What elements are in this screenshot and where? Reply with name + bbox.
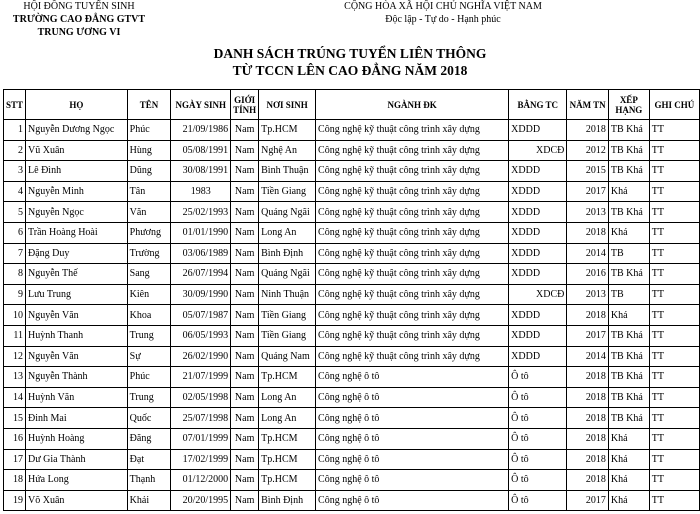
cell-ten: Đăng: [127, 428, 171, 449]
cell-noi-sinh: Tp.HCM: [259, 470, 316, 491]
cell-bang-tc: XDDD: [509, 305, 567, 326]
header-bang-tc: BẰNG TC: [509, 90, 567, 120]
cell-ngay-sinh: 26/07/1994: [171, 264, 231, 285]
cell-ghi-chu: TT: [649, 120, 699, 141]
cell-ho: Huỳnh Thanh: [26, 325, 128, 346]
cell-ngay-sinh: 21/07/1999: [171, 367, 231, 388]
header-ho: HỌ: [26, 90, 128, 120]
school-name: TRƯỜNG CAO ĐẲNG GTVT: [12, 14, 146, 25]
cell-nam-tn: 2015: [567, 161, 609, 182]
cell-bang-tc: Ô tô: [509, 387, 567, 408]
cell-ngay-sinh: 03/06/1989: [171, 243, 231, 264]
cell-ngay-sinh: 25/02/1993: [171, 202, 231, 223]
header-ten: TÊN: [127, 90, 171, 120]
cell-ten: Khoa: [127, 305, 171, 326]
cell-noi-sinh: Bình Thuận: [259, 161, 316, 182]
cell-nganh: Công nghệ kỹ thuật công trình xây dựng: [316, 264, 509, 285]
cell-noi-sinh: Quảng Ngãi: [259, 264, 316, 285]
cell-ghi-chu: TT: [649, 181, 699, 202]
cell-gioi-tinh: Nam: [231, 325, 259, 346]
cell-xep-hang: TB Khá: [608, 202, 649, 223]
cell-ho: Nguyễn Minh: [26, 181, 128, 202]
cell-ho: Nguyễn Ngọc: [26, 202, 128, 223]
cell-nam-tn: 2018: [567, 387, 609, 408]
header-right: [318, 0, 568, 26]
cell-gioi-tinh: Nam: [231, 305, 259, 326]
header-gioi-tinh: GIỚI TÍNH: [231, 90, 259, 120]
cell-ho: Dư Gia Thành: [26, 449, 128, 470]
cell-nganh: Công nghệ ô tô: [316, 367, 509, 388]
table-row: [4, 408, 700, 429]
cell-nam-tn: 2014: [567, 346, 609, 367]
cell-ho: Trần Hoàng Hoài: [26, 222, 128, 243]
cell-gioi-tinh: Nam: [231, 222, 259, 243]
document-title: DANH SÁCH TRÚNG TUYỂN LIÊN THÔNG: [213, 46, 487, 61]
cell-ten: Quốc: [127, 408, 171, 429]
table-row: [4, 387, 700, 408]
cell-nam-tn: 2013: [567, 284, 609, 305]
cell-xep-hang: Khá: [608, 222, 649, 243]
header-left: [0, 0, 158, 39]
cell-gioi-tinh: Nam: [231, 449, 259, 470]
cell-ho: Võ Xuân: [26, 490, 128, 511]
table-row: [4, 428, 700, 449]
cell-xep-hang: TB Khá: [608, 140, 649, 161]
cell-xep-hang: Khá: [608, 449, 649, 470]
cell-stt: 10: [4, 305, 26, 326]
motto: Độc lập - Tự do - Hạnh phúc: [385, 14, 501, 25]
cell-bang-tc: Ô tô: [509, 449, 567, 470]
table-row: [4, 161, 700, 182]
cell-ngay-sinh: 02/05/1998: [171, 387, 231, 408]
cell-stt: 6: [4, 222, 26, 243]
cell-nganh: Công nghệ kỹ thuật công trình xây dựng: [316, 120, 509, 141]
cell-bang-tc: XDDD: [509, 325, 567, 346]
cell-noi-sinh: Ninh Thuận: [259, 284, 316, 305]
cell-stt: 8: [4, 264, 26, 285]
cell-gioi-tinh: Nam: [231, 367, 259, 388]
cell-nganh: Công nghệ ô tô: [316, 470, 509, 491]
table-row: [4, 243, 700, 264]
cell-bang-tc: XDDD: [509, 181, 567, 202]
cell-ghi-chu: TT: [649, 387, 699, 408]
cell-nganh: Công nghệ kỹ thuật công trình xây dựng: [316, 284, 509, 305]
cell-ghi-chu: TT: [649, 367, 699, 388]
cell-nam-tn: 2017: [567, 325, 609, 346]
cell-bang-tc: XDDD: [509, 346, 567, 367]
table-row: [4, 305, 700, 326]
cell-ghi-chu: TT: [649, 408, 699, 429]
cell-xep-hang: TB Khá: [608, 161, 649, 182]
cell-stt: 18: [4, 470, 26, 491]
cell-gioi-tinh: Nam: [231, 161, 259, 182]
cell-ghi-chu: TT: [649, 140, 699, 161]
header-nam-tn: NĂM TN: [567, 90, 609, 120]
cell-ghi-chu: TT: [649, 346, 699, 367]
cell-ho: Đặng Duy: [26, 243, 128, 264]
cell-ho: Nguyễn Thành: [26, 367, 128, 388]
cell-ghi-chu: TT: [649, 428, 699, 449]
cell-noi-sinh: Tiền Giang: [259, 305, 316, 326]
cell-noi-sinh: Tp.HCM: [259, 367, 316, 388]
cell-bang-tc: Ô tô: [509, 408, 567, 429]
cell-ngay-sinh: 20/20/1995: [171, 490, 231, 511]
cell-nganh: Công nghệ kỹ thuật công trình xây dựng: [316, 222, 509, 243]
table-row: [4, 202, 700, 223]
cell-xep-hang: TB Khá: [608, 387, 649, 408]
cell-noi-sinh: Long An: [259, 387, 316, 408]
cell-ten: Phúc: [127, 120, 171, 141]
cell-nam-tn: 2012: [567, 140, 609, 161]
header-stt: STT: [4, 90, 26, 120]
cell-ten: Phúc: [127, 367, 171, 388]
cell-xep-hang: TB Khá: [608, 264, 649, 285]
cell-nganh: Công nghệ ô tô: [316, 490, 509, 511]
cell-bang-tc: Ô tô: [509, 367, 567, 388]
table-row: [4, 181, 700, 202]
cell-xep-hang: TB Khá: [608, 120, 649, 141]
cell-ten: Phương: [127, 222, 171, 243]
cell-nam-tn: 2018: [567, 408, 609, 429]
cell-gioi-tinh: Nam: [231, 264, 259, 285]
table-row: [4, 325, 700, 346]
cell-ten: Trường: [127, 243, 171, 264]
cell-bang-tc: XDCĐ: [509, 284, 567, 305]
cell-ghi-chu: TT: [649, 305, 699, 326]
cell-nganh: Công nghệ kỹ thuật công trình xây dựng: [316, 181, 509, 202]
cell-bang-tc: XDDD: [509, 243, 567, 264]
cell-noi-sinh: Bình Định: [259, 243, 316, 264]
cell-gioi-tinh: Nam: [231, 470, 259, 491]
cell-ten: Văn: [127, 202, 171, 223]
cell-bang-tc: Ô tô: [509, 490, 567, 511]
cell-ghi-chu: TT: [649, 264, 699, 285]
cell-ghi-chu: TT: [649, 490, 699, 511]
cell-nam-tn: 2017: [567, 181, 609, 202]
table-row: [4, 449, 700, 470]
cell-gioi-tinh: Nam: [231, 243, 259, 264]
cell-ten: Trung: [127, 387, 171, 408]
cell-ho: Lưu Trung: [26, 284, 128, 305]
cell-ngay-sinh: 30/09/1990: [171, 284, 231, 305]
cell-stt: 5: [4, 202, 26, 223]
cell-ten: Dũng: [127, 161, 171, 182]
cell-nganh: Công nghệ kỹ thuật công trình xây dựng: [316, 305, 509, 326]
cell-xep-hang: TB Khá: [608, 367, 649, 388]
cell-ghi-chu: TT: [649, 325, 699, 346]
cell-stt: 15: [4, 408, 26, 429]
cell-gioi-tinh: Nam: [231, 140, 259, 161]
cell-ten: Trung: [127, 325, 171, 346]
cell-nam-tn: 2018: [567, 470, 609, 491]
cell-xep-hang: Khá: [608, 305, 649, 326]
table-row: [4, 367, 700, 388]
cell-nam-tn: 2017: [567, 490, 609, 511]
cell-ghi-chu: TT: [649, 449, 699, 470]
table-row: [4, 264, 700, 285]
cell-nganh: Công nghệ ô tô: [316, 408, 509, 429]
cell-ho: Hứa Long: [26, 470, 128, 491]
cell-ten: Đạt: [127, 449, 171, 470]
cell-ho: Nguyễn Thế: [26, 264, 128, 285]
results-table: [3, 89, 700, 511]
cell-ho: Nguyễn Văn: [26, 305, 128, 326]
cell-gioi-tinh: Nam: [231, 181, 259, 202]
cell-nam-tn: 2016: [567, 264, 609, 285]
cell-ten: Kiên: [127, 284, 171, 305]
cell-ngay-sinh: 21/09/1986: [171, 120, 231, 141]
cell-bang-tc: Ô tô: [509, 470, 567, 491]
cell-xep-hang: TB Khá: [608, 346, 649, 367]
cell-bang-tc: XDDD: [509, 222, 567, 243]
cell-noi-sinh: Bình Định: [259, 490, 316, 511]
cell-stt: 13: [4, 367, 26, 388]
header-xep-hang: XẾP HẠNG: [608, 90, 649, 120]
cell-nganh: Công nghệ ô tô: [316, 387, 509, 408]
cell-ngay-sinh: 07/01/1999: [171, 428, 231, 449]
cell-ten: Tân: [127, 181, 171, 202]
cell-ngay-sinh: 01/12/2000: [171, 470, 231, 491]
cell-stt: 3: [4, 161, 26, 182]
cell-ho: Vũ Xuân: [26, 140, 128, 161]
cell-nam-tn: 2018: [567, 305, 609, 326]
country-name: CỘNG HÒA XÃ HỘI CHỦ NGHĨA VIỆT NAM: [344, 1, 542, 12]
cell-stt: 12: [4, 346, 26, 367]
cell-stt: 14: [4, 387, 26, 408]
table-row: [4, 284, 700, 305]
cell-gioi-tinh: Nam: [231, 120, 259, 141]
cell-nam-tn: 2018: [567, 449, 609, 470]
cell-nganh: Công nghệ ô tô: [316, 428, 509, 449]
cell-stt: 11: [4, 325, 26, 346]
cell-ngay-sinh: 17/02/1999: [171, 449, 231, 470]
table-row: [4, 120, 700, 141]
cell-nganh: Công nghệ kỹ thuật công trình xây dựng: [316, 161, 509, 182]
header-nganh: NGÀNH ĐK: [316, 90, 509, 120]
cell-nganh: Công nghệ ô tô: [316, 449, 509, 470]
cell-ngay-sinh: 05/08/1991: [171, 140, 231, 161]
cell-ho: Nguyễn Dương Ngọc: [26, 120, 128, 141]
cell-xep-hang: TB Khá: [608, 325, 649, 346]
cell-stt: 16: [4, 428, 26, 449]
cell-ghi-chu: TT: [649, 284, 699, 305]
cell-ngay-sinh: 30/08/1991: [171, 161, 231, 182]
document-subtitle: TỪ TCCN LÊN CAO ĐẲNG NĂM 2018: [232, 63, 468, 78]
cell-ngay-sinh: 26/02/1990: [171, 346, 231, 367]
cell-noi-sinh: Quảng Nam: [259, 346, 316, 367]
cell-noi-sinh: Long An: [259, 222, 316, 243]
cell-gioi-tinh: Nam: [231, 284, 259, 305]
cell-noi-sinh: Tp.HCM: [259, 120, 316, 141]
cell-gioi-tinh: Nam: [231, 387, 259, 408]
cell-bang-tc: XDDD: [509, 120, 567, 141]
cell-stt: 1: [4, 120, 26, 141]
cell-ngay-sinh: 01/01/1990: [171, 222, 231, 243]
cell-noi-sinh: Tp.HCM: [259, 428, 316, 449]
cell-ghi-chu: TT: [649, 222, 699, 243]
cell-ten: Sự: [127, 346, 171, 367]
cell-ten: Khải: [127, 490, 171, 511]
cell-nganh: Công nghệ kỹ thuật công trình xây dựng: [316, 346, 509, 367]
cell-ten: Hùng: [127, 140, 171, 161]
cell-stt: 7: [4, 243, 26, 264]
table-row: [4, 490, 700, 511]
cell-ngay-sinh: 05/07/1987: [171, 305, 231, 326]
table-body: [4, 120, 700, 511]
cell-ngay-sinh: 1983: [171, 181, 231, 202]
header-noi-sinh: NƠI SINH: [259, 90, 316, 120]
cell-xep-hang: Khá: [608, 490, 649, 511]
cell-noi-sinh: Tp.HCM: [259, 449, 316, 470]
cell-noi-sinh: Quảng Ngãi: [259, 202, 316, 223]
cell-xep-hang: TB Khá: [608, 408, 649, 429]
cell-ho: Huỳnh Văn: [26, 387, 128, 408]
cell-ho: Nguyễn Văn: [26, 346, 128, 367]
cell-nam-tn: 2018: [567, 428, 609, 449]
cell-ho: Lê Đình: [26, 161, 128, 182]
cell-nganh: Công nghệ kỹ thuật công trình xây dựng: [316, 243, 509, 264]
cell-nganh: Công nghệ kỹ thuật công trình xây dựng: [316, 140, 509, 161]
table-row: [4, 470, 700, 491]
cell-gioi-tinh: Nam: [231, 346, 259, 367]
cell-ten: Sang: [127, 264, 171, 285]
cell-nam-tn: 2014: [567, 243, 609, 264]
cell-noi-sinh: Nghệ An: [259, 140, 316, 161]
cell-ho: Đinh Mai: [26, 408, 128, 429]
cell-ghi-chu: TT: [649, 161, 699, 182]
cell-ghi-chu: TT: [649, 202, 699, 223]
cell-bang-tc: XDDD: [509, 202, 567, 223]
cell-nam-tn: 2018: [567, 120, 609, 141]
cell-bang-tc: XDDD: [509, 161, 567, 182]
cell-nganh: Công nghệ kỹ thuật công trình xây dựng: [316, 325, 509, 346]
cell-xep-hang: TB: [608, 284, 649, 305]
table-row: [4, 222, 700, 243]
cell-xep-hang: Khá: [608, 181, 649, 202]
cell-nam-tn: 2018: [567, 367, 609, 388]
cell-noi-sinh: Tiền Giang: [259, 325, 316, 346]
cell-stt: 9: [4, 284, 26, 305]
table-header-row: [4, 90, 700, 120]
council-name: HỘI ĐỒNG TUYỂN SINH: [23, 1, 135, 12]
cell-ngay-sinh: 06/05/1993: [171, 325, 231, 346]
cell-bang-tc: XDCĐ: [509, 140, 567, 161]
cell-noi-sinh: Tiền Giang: [259, 181, 316, 202]
cell-stt: 17: [4, 449, 26, 470]
cell-nam-tn: 2018: [567, 222, 609, 243]
cell-gioi-tinh: Nam: [231, 202, 259, 223]
cell-xep-hang: Khá: [608, 428, 649, 449]
school-subname: TRUNG ƯƠNG VI: [37, 27, 121, 38]
cell-ten: Thạnh: [127, 470, 171, 491]
cell-gioi-tinh: Nam: [231, 408, 259, 429]
cell-nganh: Công nghệ kỹ thuật công trình xây dựng: [316, 202, 509, 223]
cell-xep-hang: Khá: [608, 470, 649, 491]
cell-bang-tc: Ô tô: [509, 428, 567, 449]
cell-stt: 19: [4, 490, 26, 511]
cell-stt: 4: [4, 181, 26, 202]
cell-ghi-chu: TT: [649, 243, 699, 264]
cell-ngay-sinh: 25/07/1998: [171, 408, 231, 429]
header-ngay-sinh: NGÀY SINH: [171, 90, 231, 120]
table-row: [4, 140, 700, 161]
cell-xep-hang: TB: [608, 243, 649, 264]
cell-gioi-tinh: Nam: [231, 428, 259, 449]
cell-nam-tn: 2013: [567, 202, 609, 223]
cell-stt: 2: [4, 140, 26, 161]
cell-bang-tc: XDDD: [509, 264, 567, 285]
cell-gioi-tinh: Nam: [231, 490, 259, 511]
cell-noi-sinh: Long An: [259, 408, 316, 429]
table-row: [4, 346, 700, 367]
cell-ghi-chu: TT: [649, 470, 699, 491]
header-ghi-chu: GHI CHÚ: [649, 90, 699, 120]
cell-ho: Huỳnh Hoàng: [26, 428, 128, 449]
